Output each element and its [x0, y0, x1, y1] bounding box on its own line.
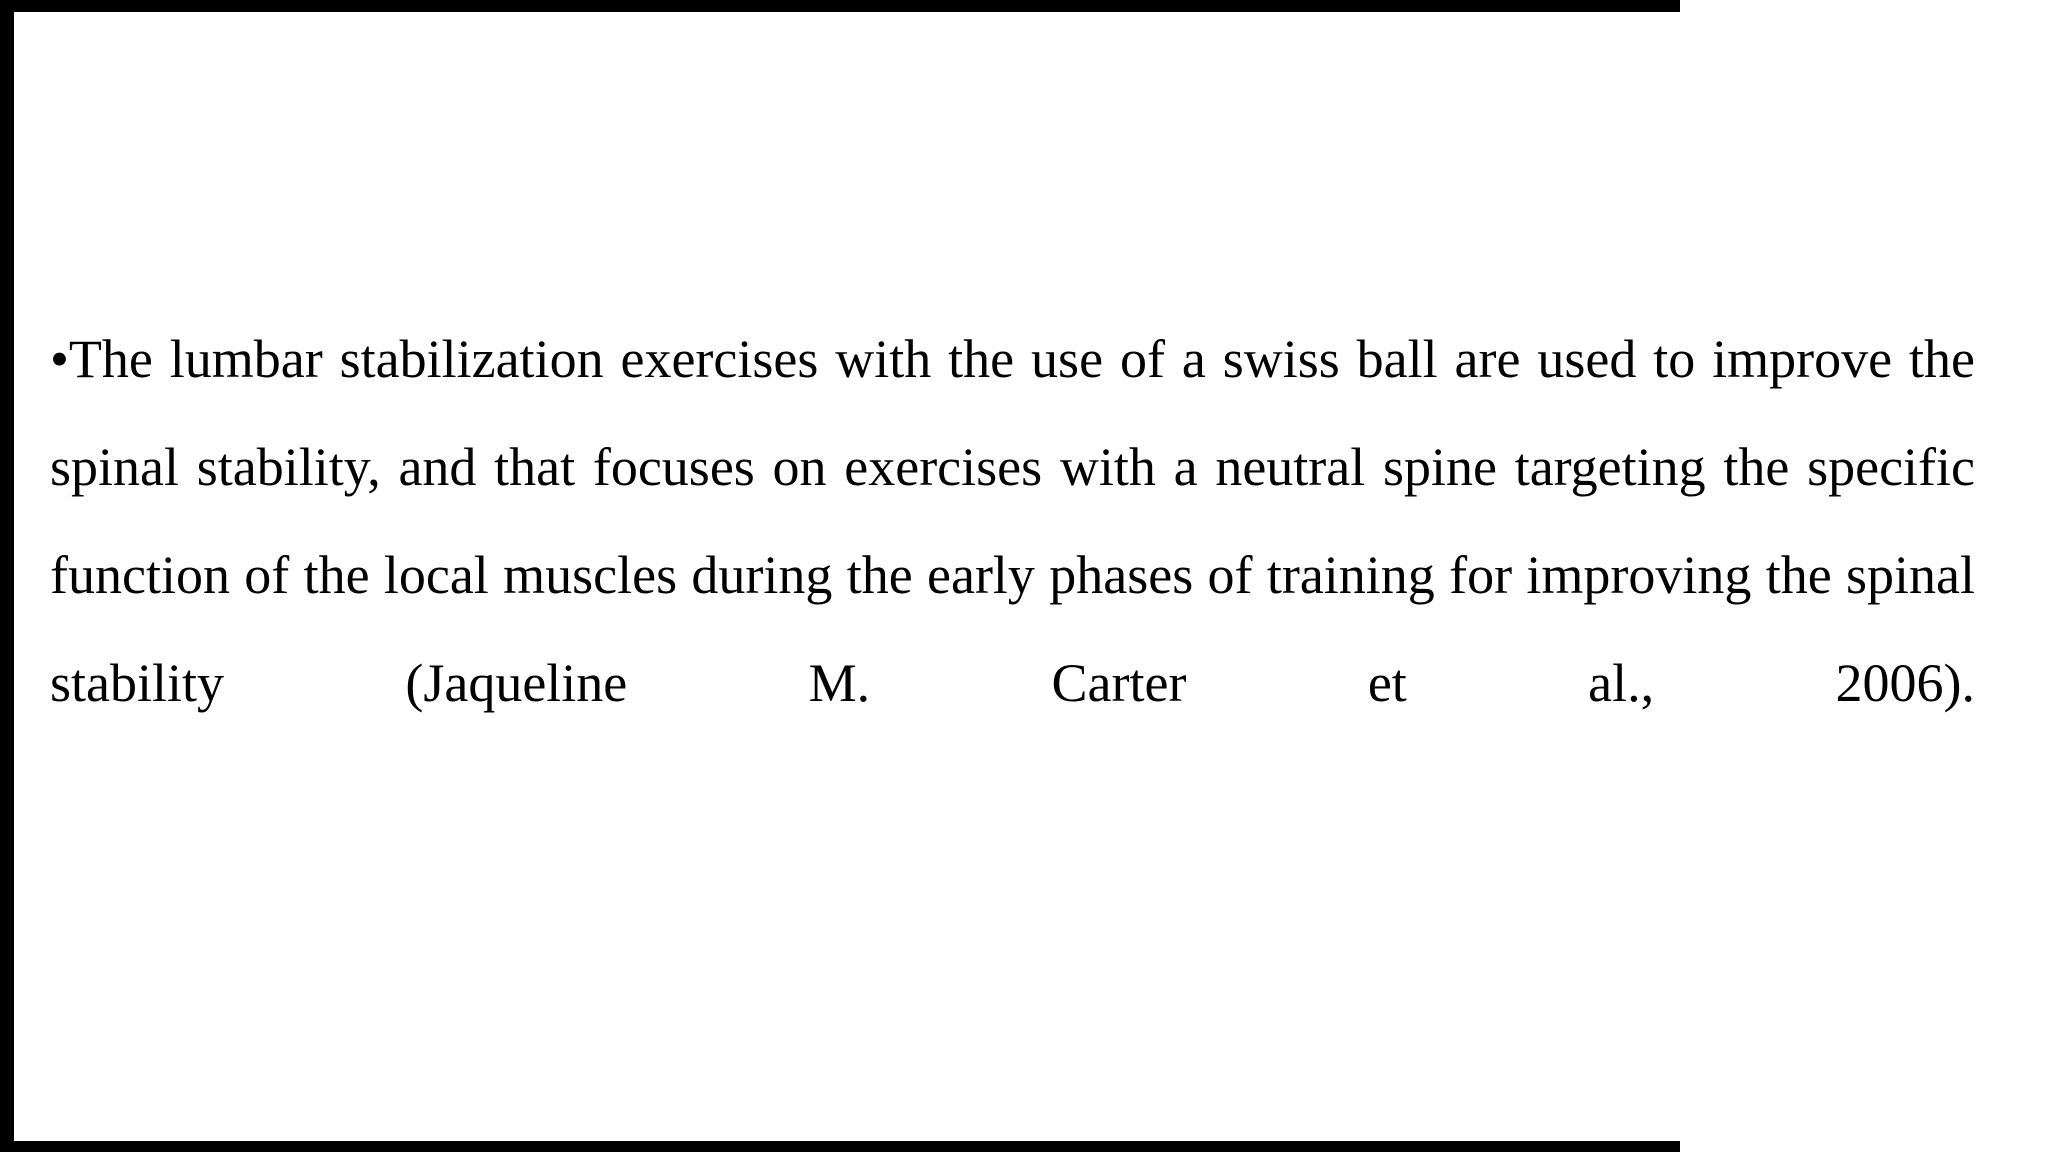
slide-body [50, 305, 1975, 737]
bullet-icon: • [50, 329, 69, 389]
frame-left-border [0, 0, 14, 1152]
frame-top-border [0, 0, 1680, 12]
paragraph-text: The lumbar stabilization exercises with the use of a swiss ball are used to improve the spinal stability, and that focuses on exercises with a neutral spine targeting the specific function of the local muscles during the early phases of training for improving the spinal stability (Jaqueline M. Carter et al., 2006). [50, 329, 1975, 713]
frame-bottom-border [0, 1141, 1680, 1152]
bullet-paragraph [50, 305, 1975, 737]
